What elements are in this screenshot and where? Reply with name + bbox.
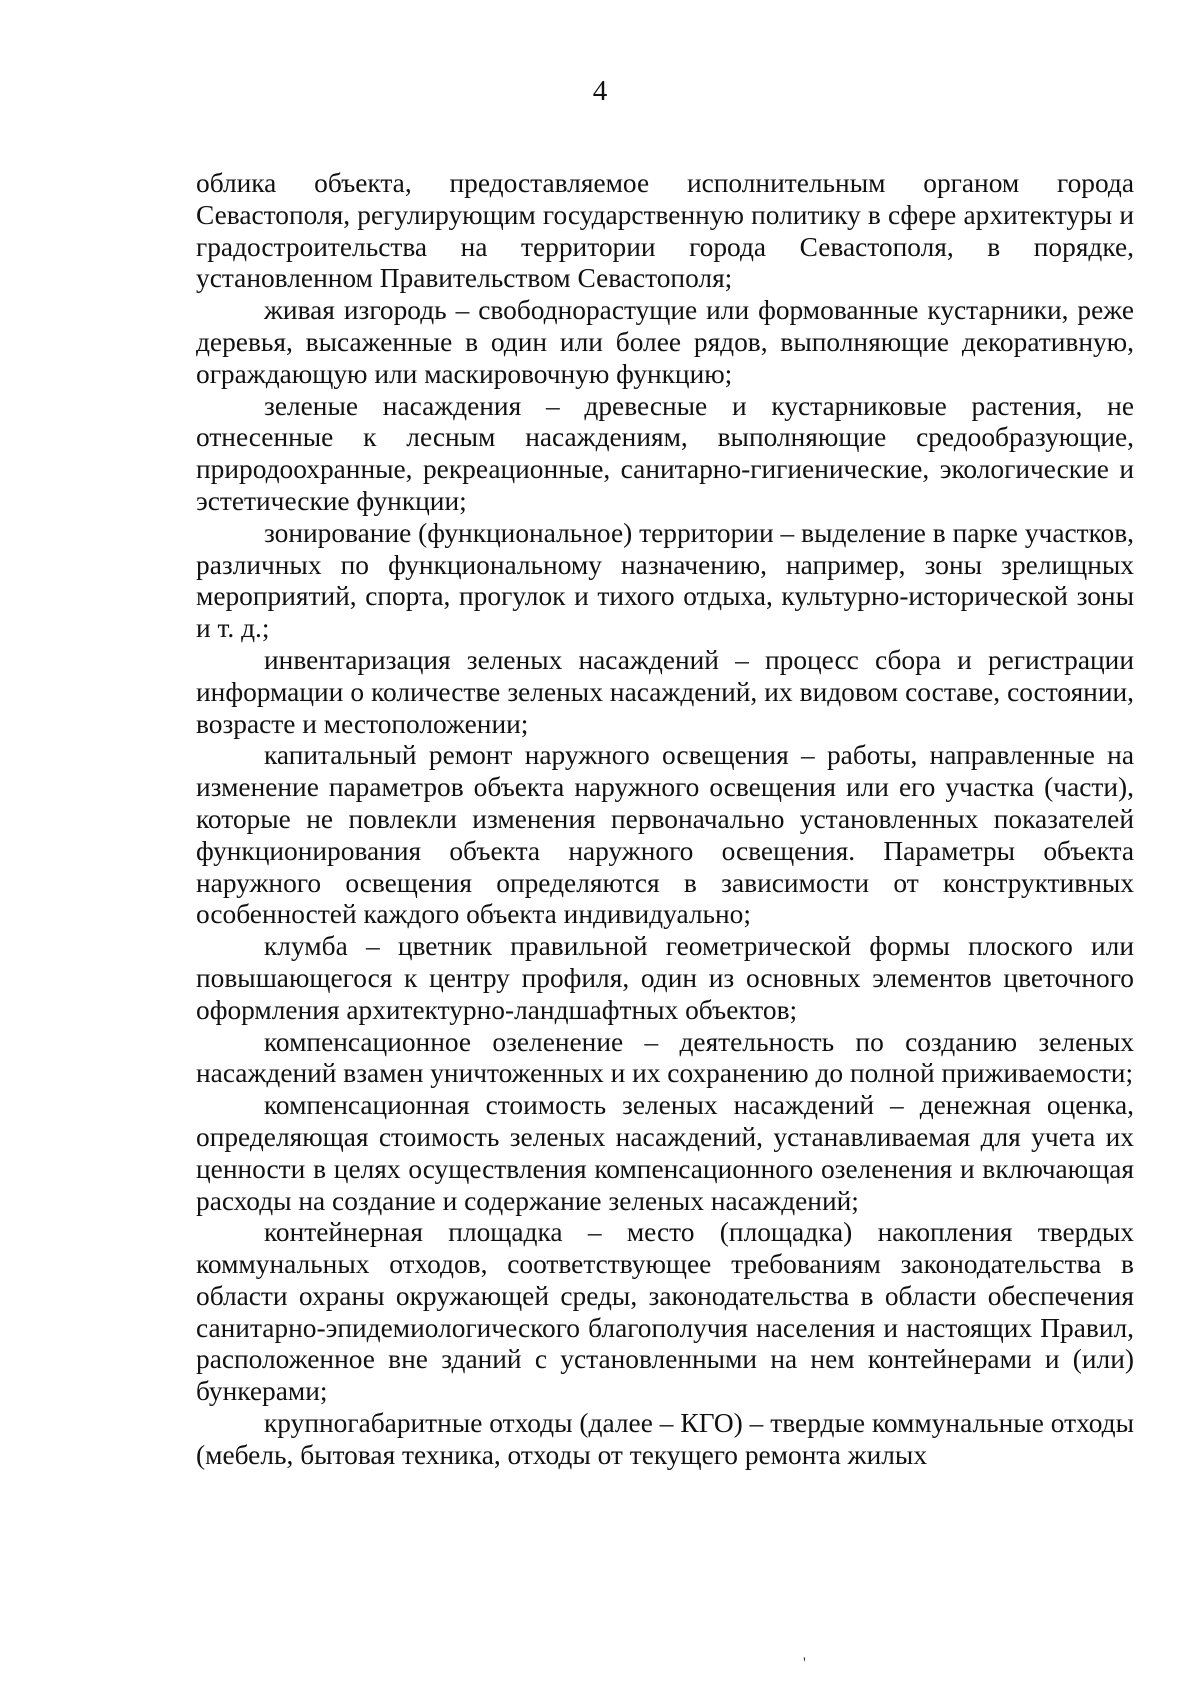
paragraph-hedge-definition: живая изгородь – свободнорастущие или формованные кустарники, реже деревья, высаженные в один или более рядов, выполняющие декоративную, ограждающую или маскировочную функцию;: [196, 295, 1134, 389]
paragraph-zoning-definition: зонирование (функциональное) территории – выделение в парке участков, различных по функциональному назначению, например, зоны зрелищных мероприятий, спорта, прогулок и тихого отдыха, культурно-исторической зоны и т. д.;: [196, 517, 1134, 644]
paragraph-capital-repair-definition: капитальный ремонт наружного освещения – работы, направленные на изменение параметров объекта наружного освещения или его участка (части), которые не повлекли изменения первоначально установленных показателей функционирования объекта наружного освещения. Параметры объекта наружного освещения определяются в зависимости от конструктивных особенностей каждого объекта индивидуально;: [196, 740, 1134, 930]
paragraph-appearance-definition: облика объекта, предоставляемое исполнительным органом города Севастополя, регулирующим государственную политику в сфере архитектуры и градостроительства на территории города Севастополя, в порядке, установленном Правительством Севастополя;: [196, 168, 1134, 294]
page-number: 4: [592, 75, 608, 107]
paragraph-container-site-definition: контейнерная площадка – место (площадка) накопления твердых коммунальных отходов, соответствующее требованиям законодательства в области охраны окружающей среды, законодательства в области обеспечения санитарно-эпидемиологического благополучия населения и настоящих Правил, расположенное вне зданий с установленными на нем контейнерами и (или) бункерами;: [196, 1217, 1134, 1407]
paragraph-inventory-definition: инвентаризация зеленых насаждений – процесс сбора и регистрации информации о количестве зеленых насаждений, их видовом составе, состоянии, возрасте и местоположении;: [196, 644, 1134, 739]
document-body: [196, 168, 1134, 1472]
paragraph-compensatory-greening-definition: компенсационное озеленение – деятельность по созданию зеленых насаждений взамен уничтоженных и их сохранению до полной приживаемости;: [196, 1026, 1134, 1089]
paragraph-green-plantings-definition: зеленые насаждения – древесные и кустарниковые растения, не отнесенные к лесным насаждениям, выполняющие средообразующие, природоохранные, рекреационные, санитарно-гигиенические, экологические и эстетические функции;: [196, 390, 1134, 516]
paragraph-bulky-waste-definition: крупногабаритные отходы (далее – КГО) – твердые коммунальные отходы (мебель, бытовая техника, отходы от текущего ремонта жилых: [196, 1408, 1134, 1470]
paragraph-compensatory-cost-definition: компенсационная стоимость зеленых насаждений – денежная оценка, определяющая стоимость зеленых насаждений, устанавливаемая для учета их ценности в целях осуществления компенсационного озеленения и включающая расходы на создание и содержание зеленых насаждений;: [196, 1090, 1134, 1216]
paragraph-flowerbed-definition: клумба – цветник правильной геометрической формы плоского или повышающегося к центру профиля, один из основных элементов цветочного оформления архитектурно-ландшафтных объектов;: [196, 931, 1134, 1025]
scan-mark: ': [803, 1655, 806, 1672]
